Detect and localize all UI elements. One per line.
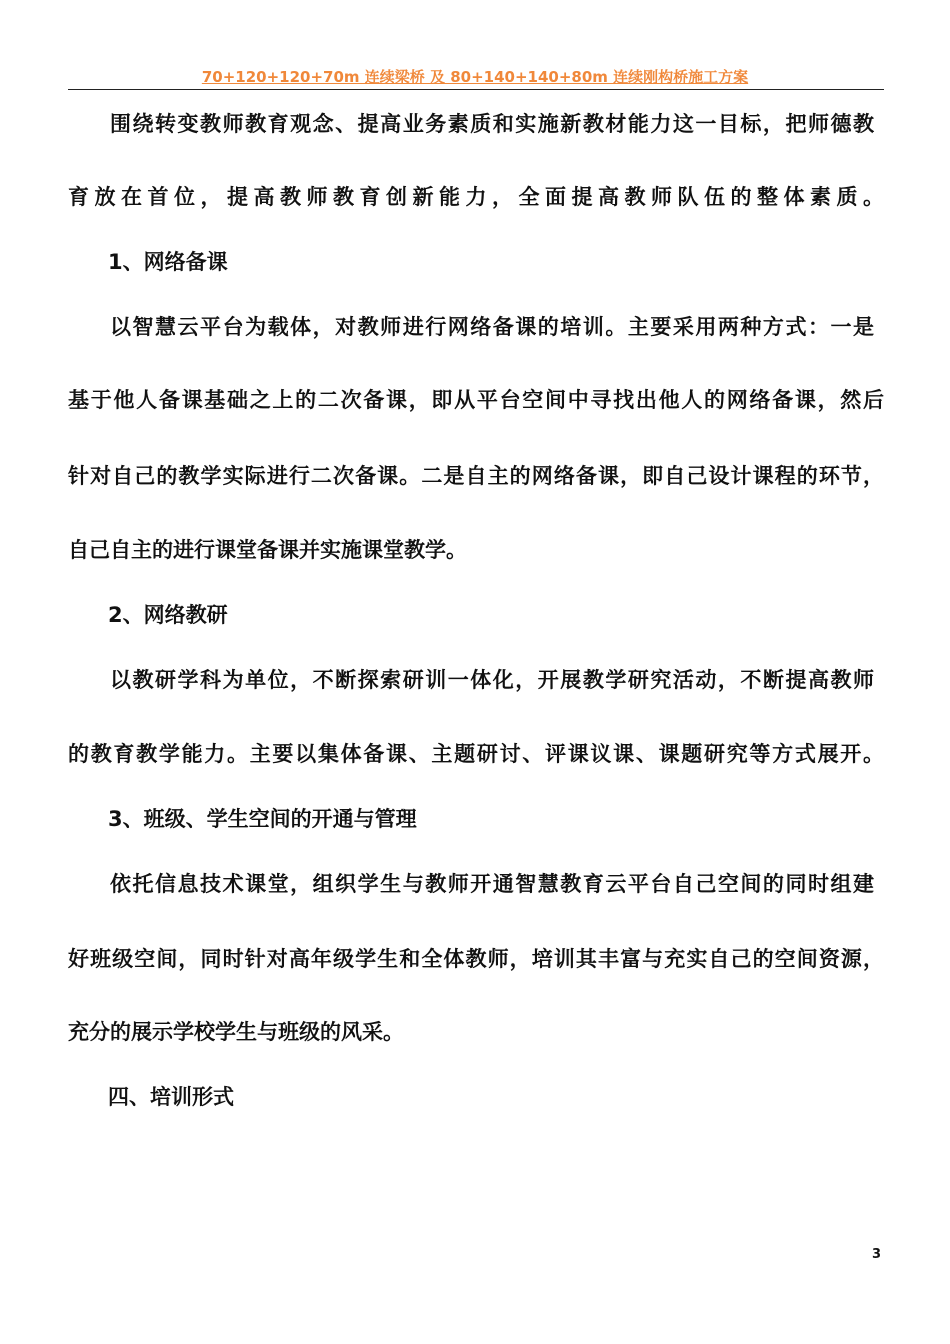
paragraph-line: 好班级空间，同时针对高年级学生和全体教师，培训其丰富与充实自己的空间资源，: [68, 947, 884, 971]
paragraph-line: 依托信息技术课堂，组织学生与教师开通智慧教育云平台自己空间的同时组建: [110, 872, 874, 896]
paragraph-line: 以教研学科为单位，不断探索研训一体化，开展教学研究活动，不断提高教师: [110, 668, 874, 692]
paragraph-line: 针对自己的教学实际进行二次备课。二是自主的网络备课，即自己设计课程的环节，: [68, 464, 884, 488]
page-number: 3: [872, 1247, 882, 1262]
paragraph-line: 围绕转变教师教育观念、提高业务素质和实施新教材能力这一目标，把师德教: [110, 112, 874, 136]
paragraph-line: 充分的展示学校学生与班级的风采。: [68, 1020, 404, 1044]
section-heading: 3、班级、学生空间的开通与管理: [108, 807, 417, 831]
paragraph-line: 以智慧云平台为载体，对教师进行网络备课的培训。主要采用两种方式：一是: [110, 315, 874, 339]
paragraph-line: 的教育教学能力。主要以集体备课、主题研讨、评课议课、课题研究等方式展开。: [68, 742, 884, 766]
header-divider: [68, 89, 884, 90]
paragraph-line: 自己自主的进行课堂备课并实施课堂教学。: [68, 538, 467, 562]
section-heading: 四、培训形式: [108, 1085, 234, 1109]
paragraph-line: 育放在首位，提高教师教育创新能力，全面提高教师队伍的整体素质。: [68, 185, 884, 209]
paragraph-line: 基于他人备课基础之上的二次备课，即从平台空间中寻找出他人的网络备课，然后: [68, 388, 884, 412]
section-heading: 2、网络教研: [108, 603, 228, 627]
document-header-title: 70+120+120+70m 连续梁桥 及 80+140+140+80m 连续刚构桥施工方案: [201, 68, 749, 86]
section-heading: 1、网络备课: [108, 250, 228, 274]
